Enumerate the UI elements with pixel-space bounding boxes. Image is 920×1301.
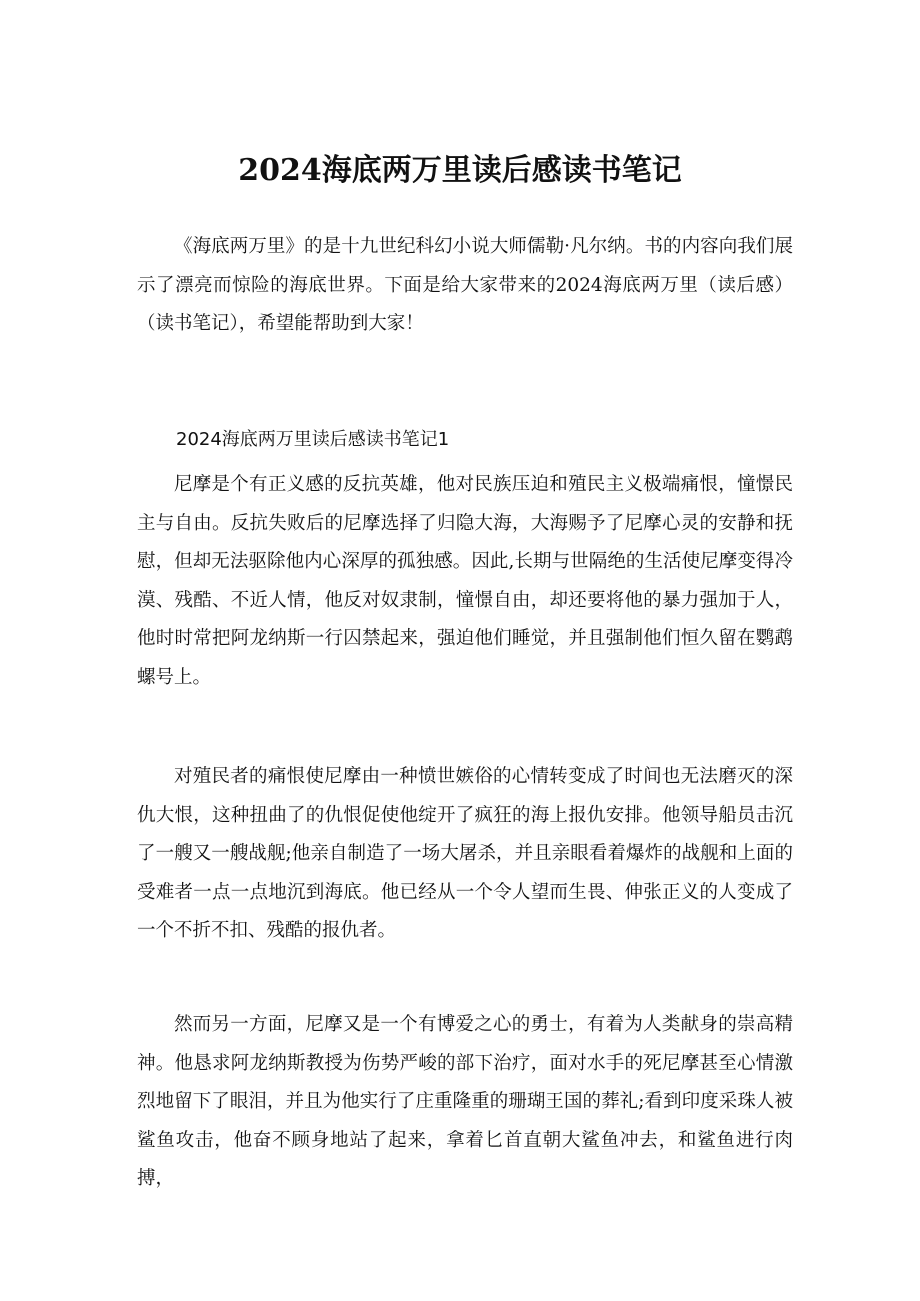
section-heading: 2024海底两万里读后感读书笔记1 [176, 429, 450, 450]
body-paragraph: 对殖民者的痛恨使尼摩由一种愤世嫉俗的心情转变成了时间也无法磨灭的深仇大恨，这种扭曲了的仇恨促使他绽开了疯狂的海上报仇安排。他领导船员击沉了一艘又一艘战舰;他亲自制造了一场大屠杀，并且亲眼看着爆炸的战舰和上面的受难者一点一点地沉到海底。他已经从一个令人望而生畏、伸张正义的人变成了一个不折不扣、残酷的报仇者。 [137, 766, 793, 942]
document-title: 2024海底两万里读后感读书笔记 [238, 153, 682, 188]
body-paragraph: 尼摩是个有正义感的反抗英雄，他对民族压迫和殖民主义极端痛恨，憧憬民主与自由。反抗失败后的尼摩选择了归隐大海，大海赐予了尼摩心灵的安静和抚慰，但却无法驱除他内心深厚的孤独感。因此,长期与世隔绝的生活使尼摩变得冷漠、残酷、不近人情，他反对奴隶制，憧憬自由，却还要将他的暴力强加于人，他时时常把阿龙纳斯一行囚禁起来，强迫他们睡觉，并且强制他们恒久留在鹦鹉螺号上。 [137, 474, 793, 688]
intro-paragraph: 《海底两万里》的是十九世纪科幻小说大师儒勒·凡尔纳。书的内容向我们展示了漂亮而惊险的海底世界。下面是给大家带来的2024海底两万里（读后感）（读书笔记），希望能帮助到大家！ [137, 236, 793, 335]
body-paragraph: 然而另一方面，尼摩又是一个有博爱之心的勇士，有着为人类献身的崇高精神。他恳求阿龙纳斯教授为伤势严峻的部下治疗，面对水手的死尼摩甚至心情激烈地留下了眼泪，并且为他实行了庄重隆重的珊瑚王国的葬礼;看到印度采珠人被鲨鱼攻击，他奋不顾身地站了起来，拿着匕首直朝大鲨鱼冲去，和鲨鱼进行肉搏， [137, 1014, 793, 1190]
